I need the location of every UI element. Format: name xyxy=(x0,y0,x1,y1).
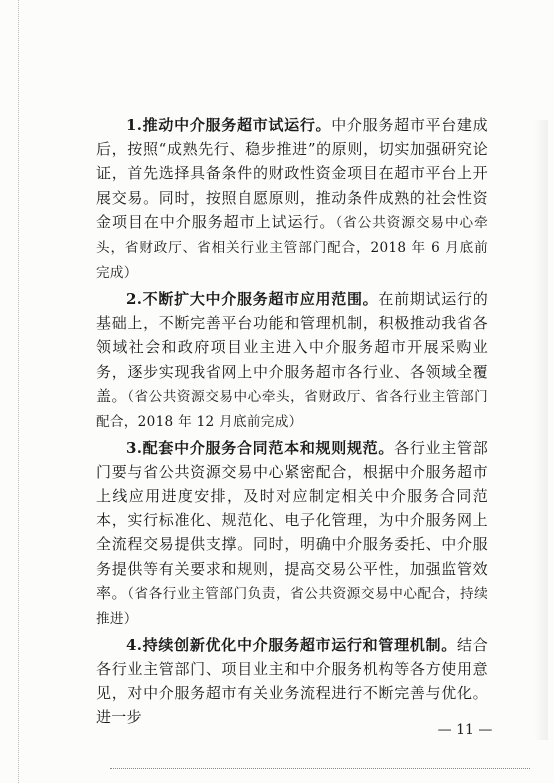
paragraph-1-heading: 1.推动中介服务超市试运行。 xyxy=(126,116,332,134)
paragraph-3-note: （省各行业主管部门负责，省公共资源交易中心配合，持续推进） xyxy=(96,585,488,628)
paragraph-4-body: 结合各行业主管部门、项目业主和中介服务机构等各方使用意见，对中介服务超市有关业务流程进行不断完善与优化。进一步 xyxy=(96,635,488,727)
paragraph-3-heading: 3.配套中介服务合同范本和规则规范。 xyxy=(126,438,395,457)
paragraph-3 xyxy=(96,436,488,632)
paragraph-4 xyxy=(96,633,488,730)
paragraph-3-body: 各行业主管部门要与省公共资源交易中心紧密配合，根据中介服务超市上线应用进度安排，及时对应制定相关中介服务合同范本，实行标准化、规范化、电子化管理，为中介服务网上全流程交易提供支撑。同时，明确中介服务委托、中介服务提供等有关要求和规则，提高交易公平性，加强监管效率。 xyxy=(96,438,488,602)
paragraph-1-note: （省公共资源交易中心牵头，省财政厅、省相关行业主管部门配合，2018 年 6 月底前完成） xyxy=(96,214,488,282)
paragraph-4-heading: 4.持续创新优化中介服务超市运行和管理机制。 xyxy=(126,635,457,654)
scan-edge-bottom xyxy=(110,768,530,771)
paragraph-2 xyxy=(96,287,488,434)
page-number: — 11 — xyxy=(437,722,493,738)
paragraph-2-note: （省公共资源交易中心牵头，省财政厅、省各行业主管部门配合，2018 年 12 月底前完成） xyxy=(96,388,488,430)
paragraph-1-body: 中介服务超市平台建成后，按照“成熟先行、稳步推进”的原则，切实加强研究论证，首先选择具备条件的财政性资金项目在超市平台上开展交易。同时，按照自愿原则，推动条件成熟的社会性资金项目在中介服务超市上试运行。 xyxy=(96,116,488,231)
paragraph-2-heading: 2.不断扩大中介服务超市应用范围。 xyxy=(126,289,379,308)
paragraph-2-body: 在前期试运行的基础上，不断完善平台功能和管理机制，积极推动我省各领域社会和政府项目业主进入中介服务超市开展采购业务，逐步实现我省网上中介服务超市各行业、各领域全覆盖。 xyxy=(96,289,488,405)
paragraph-1 xyxy=(96,113,488,285)
scan-edge-left xyxy=(18,0,21,783)
scan-edge-right xyxy=(534,120,548,740)
document-body xyxy=(96,113,488,730)
